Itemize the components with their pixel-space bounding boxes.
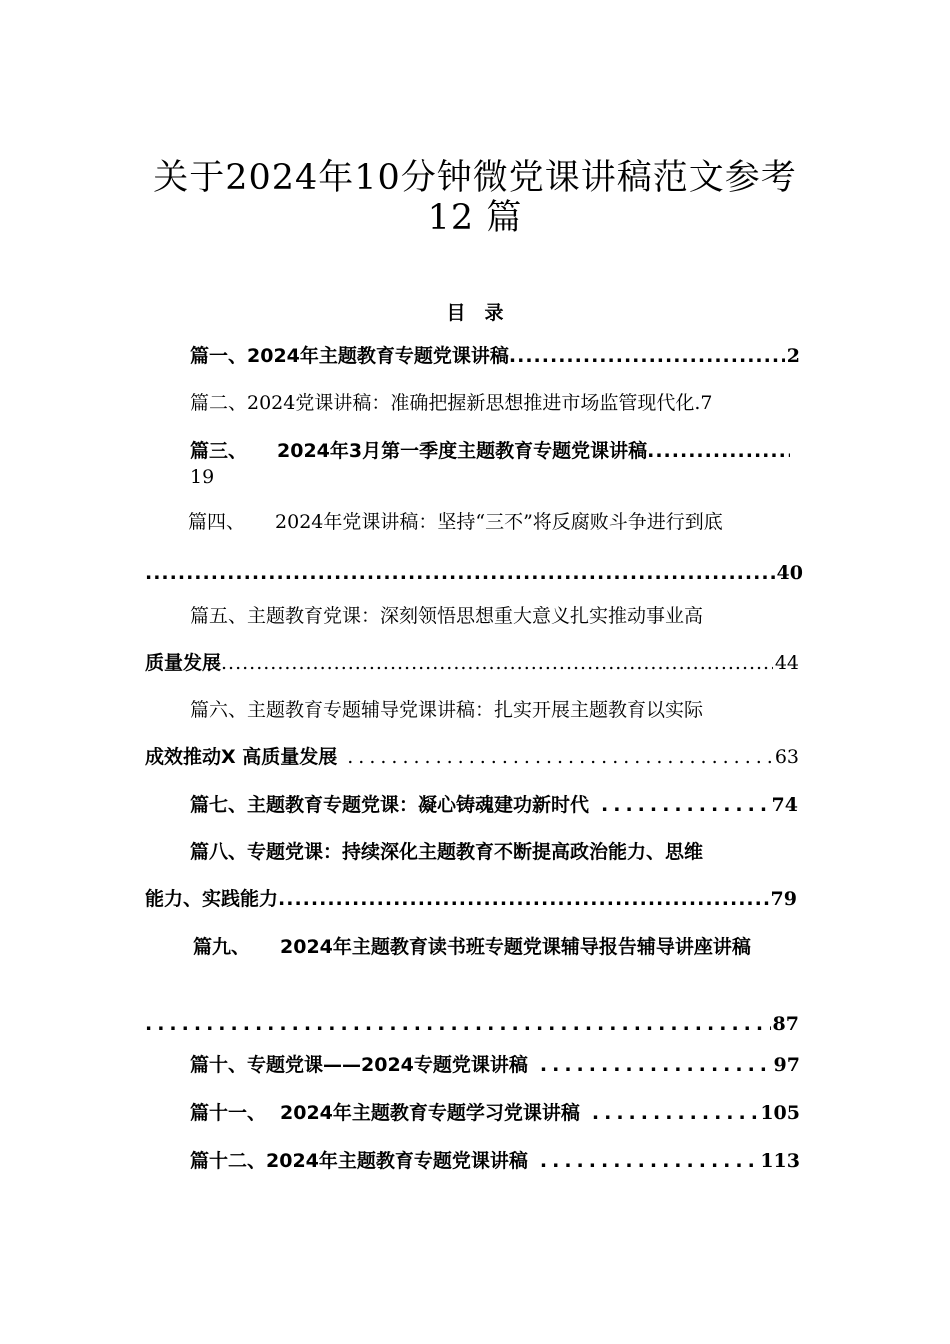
toc-entry-5[interactable] xyxy=(190,604,703,628)
toc-entry-2[interactable] xyxy=(190,391,808,415)
toc-leader xyxy=(509,344,785,368)
toc-entry-label: 成效推动X 高质量发展 xyxy=(145,746,338,768)
toc-leader xyxy=(540,1149,758,1173)
toc-entry-label: 2024年主题教育读书班专题党课辅导报告辅导讲座讲稿 xyxy=(280,936,751,958)
toc-page-number: 113 xyxy=(760,1150,800,1172)
toc-entry-prefix: 篇四、 xyxy=(188,511,246,533)
toc-entry-label: 篇十二、2024年主题教育专题党课讲稿 xyxy=(190,1150,528,1172)
toc-entry-label: 能力、实践能力 xyxy=(145,888,279,910)
toc-entry-4-leader-line xyxy=(145,561,803,585)
toc-entry-label: 篇七、主题教育专题党课：凝心铸魂建功新时代 xyxy=(190,794,590,816)
toc-page-number: 79 xyxy=(770,888,797,910)
toc-leader xyxy=(347,745,773,769)
toc-entry-9[interactable] xyxy=(193,935,751,959)
document-title-line2: 12 篇 xyxy=(427,198,523,238)
toc-entry-label: 2024年主题教育专题学习党课讲稿 xyxy=(280,1102,580,1124)
toc-leader xyxy=(540,1053,772,1077)
toc-leader xyxy=(145,561,777,585)
toc-entry-label: 篇二、2024党课讲稿：准确把握新思想推进市场监管现代化 xyxy=(190,392,695,414)
toc-entry-3-page xyxy=(190,465,214,489)
toc-leader xyxy=(592,1101,758,1125)
toc-entry-3[interactable] xyxy=(190,439,790,463)
toc-entry-8[interactable] xyxy=(190,840,703,864)
toc-page-number: 44 xyxy=(774,652,799,674)
toc-entry-label: 质量发展 xyxy=(145,652,222,674)
toc-leader xyxy=(221,651,773,675)
toc-entry-prefix: 篇九、 xyxy=(193,936,251,958)
toc-entry-label: 篇八、专题党课：持续深化主题教育不断提高政治能力、思维 xyxy=(190,841,704,863)
toc-entry-label: 2024年党课讲稿：坚持“三不”将反腐败斗争进行到底 xyxy=(275,511,723,533)
toc-leader xyxy=(145,1012,771,1036)
toc-entry-5-line2 xyxy=(145,651,799,675)
toc-entry-11[interactable] xyxy=(190,1101,800,1125)
toc-entry-9-leader-line xyxy=(145,1012,799,1036)
toc-page-number: 63 xyxy=(774,746,799,768)
toc-leader xyxy=(647,439,790,463)
toc-page-number: 19 xyxy=(190,466,215,488)
toc-entry-label: 2024年3月第一季度主题教育专题党课讲稿 xyxy=(277,440,648,462)
document-title-line1: 关于2024年10分钟微党课讲稿范文参考 xyxy=(153,158,797,198)
toc-entry-6[interactable] xyxy=(190,698,703,722)
toc-entry-8-line2 xyxy=(145,887,797,911)
toc-entry-prefix: 篇三、 xyxy=(190,440,248,462)
toc-entry-1[interactable] xyxy=(190,344,800,368)
toc-entry-label: 篇五、主题教育党课：深刻领悟思想重大意义扎实推动事业高 xyxy=(190,605,704,627)
toc-page-number: 2 xyxy=(786,345,800,367)
toc-entry-prefix: 篇十一、 xyxy=(190,1102,267,1124)
toc-entry-label: 篇一、2024年主题教育专题党课讲稿 xyxy=(190,345,509,367)
toc-entry-7[interactable] xyxy=(190,793,798,817)
toc-leader: . xyxy=(694,392,701,414)
toc-page-number: 7 xyxy=(700,392,713,414)
toc-page-number: 40 xyxy=(776,562,803,584)
toc-entry-label: 篇六、主题教育专题辅导党课讲稿：扎实开展主题教育以实际 xyxy=(190,699,704,721)
toc-leader xyxy=(601,793,770,817)
toc-leader xyxy=(278,887,769,911)
toc-page-number: 97 xyxy=(773,1054,800,1076)
toc-entry-10[interactable] xyxy=(190,1053,800,1077)
toc-entry-12[interactable] xyxy=(190,1149,800,1173)
toc-entry-4[interactable] xyxy=(188,510,723,534)
toc-page-number: 74 xyxy=(771,794,798,816)
toc-heading: 目 录 xyxy=(446,302,504,324)
toc-entry-label: 篇十、专题党课——2024专题党课讲稿 xyxy=(190,1054,528,1076)
toc-page-number: 87 xyxy=(772,1013,799,1035)
toc-page-number: 105 xyxy=(760,1102,800,1124)
toc-entry-6-line2 xyxy=(145,745,799,769)
